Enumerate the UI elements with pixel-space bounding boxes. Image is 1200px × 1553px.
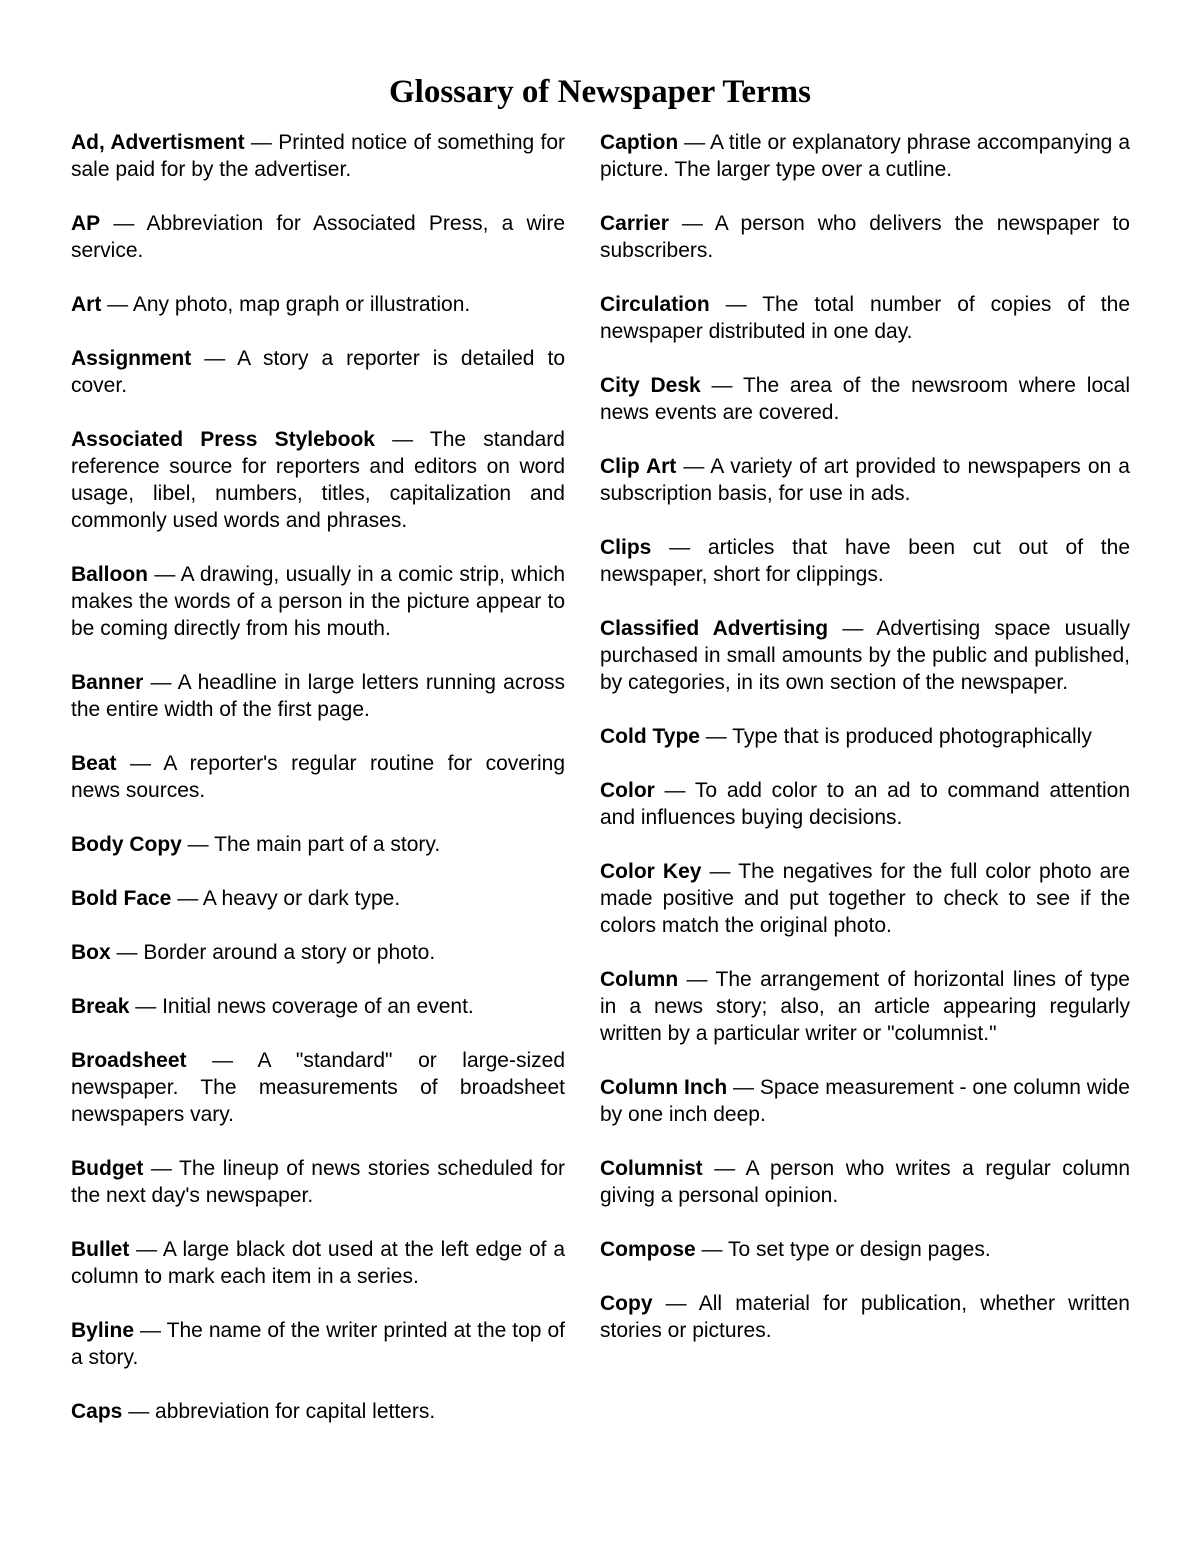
em-dash-separator: — <box>244 131 279 154</box>
glossary-definition: Advertising space usually purchased in small amounts by the public and published, by categories, in its own section of the newspaper. <box>600 617 1130 694</box>
glossary-term: Assignment <box>71 347 192 370</box>
em-dash-separator: — <box>727 1076 760 1099</box>
glossary-definition: The lineup of news stories scheduled for the next day's newspaper. <box>71 1157 565 1207</box>
glossary-term: Ad, Advertisment <box>71 131 245 154</box>
glossary-definition: To add color to an ad to command attention and influences buying decisions. <box>600 779 1131 829</box>
glossary-entry-cold-type <box>600 723 1130 750</box>
glossary-term: Circulation <box>600 293 710 316</box>
em-dash-separator: — <box>676 455 711 478</box>
glossary-definition: Abbreviation for Associated Press, a wire service. <box>71 212 565 262</box>
glossary-definition: The arrangement of horizontal lines of type in a news story; also, an article appearing regularly written by a particular writer or "columnist." <box>600 968 1130 1045</box>
em-dash-separator: — <box>699 725 733 748</box>
em-dash-separator: — <box>129 995 163 1018</box>
glossary-entry-box <box>71 939 565 966</box>
glossary-term: Body Copy <box>71 833 182 856</box>
em-dash-separator: — <box>122 1400 156 1423</box>
glossary-definition: A title or explanatory phrase accompanying a picture. The larger type over a cutline. <box>600 131 1130 181</box>
glossary-definition: A reporter's regular routine for covering news sources. <box>71 752 565 802</box>
em-dash-separator: — <box>181 833 215 856</box>
glossary-definition: The area of the newsroom where local news events are covered. <box>600 374 1130 424</box>
glossary-term: Balloon <box>71 563 148 586</box>
em-dash-separator: — <box>129 1238 163 1261</box>
em-dash-separator: — <box>374 428 430 451</box>
em-dash-separator: — <box>143 671 178 694</box>
glossary-term: Caption <box>600 131 679 154</box>
glossary-entry-ad-advertisment <box>71 129 565 183</box>
glossary-entry-color-key <box>600 858 1130 939</box>
em-dash-separator: — <box>651 536 708 559</box>
glossary-entry-ap <box>71 210 565 264</box>
glossary-entry-associated-press-stylebook <box>71 426 565 534</box>
glossary-definition: The negatives for the full color photo are made positive and put together to check to see if the colors match the original photo. <box>600 860 1131 937</box>
em-dash-separator: — <box>191 347 238 370</box>
glossary-term: Broadsheet <box>71 1049 187 1072</box>
glossary-term: Box <box>71 941 111 964</box>
em-dash-separator: — <box>652 1292 699 1315</box>
glossary-entry-columnist <box>600 1155 1130 1209</box>
glossary-term: Caps <box>71 1400 123 1423</box>
glossary-entry-clip-art <box>600 453 1130 507</box>
glossary-entry-clips <box>600 534 1130 588</box>
em-dash-separator: — <box>110 941 144 964</box>
glossary-entry-byline <box>71 1317 565 1371</box>
glossary-entry-budget <box>71 1155 565 1209</box>
glossary-term: Cold Type <box>600 725 700 748</box>
em-dash-separator: — <box>143 1157 179 1180</box>
glossary-term: Color Key <box>600 860 702 883</box>
left-column <box>71 129 565 1452</box>
glossary-entry-column-inch <box>600 1074 1130 1128</box>
glossary-definition: A "standard" or large-sized newspaper. The measurements of broadsheet newspapers vary. <box>71 1049 566 1126</box>
glossary-definition: The total number of copies of the newspaper distributed in one day. <box>600 293 1130 343</box>
glossary-entry-compose <box>600 1236 1130 1263</box>
glossary-definition: To set type or design pages. <box>727 1238 991 1261</box>
glossary-entry-bold-face <box>71 885 565 912</box>
glossary-term: Color <box>600 779 655 802</box>
glossary-definition: All material for publication, whether written stories or pictures. <box>600 1292 1130 1342</box>
em-dash-separator: — <box>101 293 133 316</box>
em-dash-separator: — <box>701 860 739 883</box>
right-column <box>600 129 1130 1371</box>
glossary-definition: abbreviation for capital letters. <box>155 1400 436 1423</box>
glossary-entry-caps <box>71 1398 565 1425</box>
glossary-entry-color <box>600 777 1130 831</box>
em-dash-separator: — <box>709 293 763 316</box>
glossary-definition: Any photo, map graph or illustration. <box>132 293 471 316</box>
glossary-entry-caption <box>600 129 1130 183</box>
glossary-definition: A drawing, usually in a comic strip, which makes the words of a person in the picture appear to be coming directly from his mouth. <box>71 563 565 640</box>
glossary-entry-column <box>600 966 1130 1047</box>
glossary-definition: A person who delivers the newspaper to subscribers. <box>600 212 1130 262</box>
em-dash-separator: — <box>678 968 716 991</box>
glossary-entry-carrier <box>600 210 1130 264</box>
glossary-definition: Printed notice of something for sale paid for by the advertiser. <box>71 131 566 181</box>
glossary-definition: A person who writes a regular column giving a personal opinion. <box>600 1157 1130 1207</box>
glossary-definition: The name of the writer printed at the top of a story. <box>71 1319 566 1369</box>
glossary-term: Break <box>71 995 130 1018</box>
glossary-term: Clips <box>600 536 652 559</box>
glossary-entry-bullet <box>71 1236 565 1290</box>
glossary-term: Associated Press Stylebook <box>71 428 375 451</box>
em-dash-separator: — <box>700 374 743 397</box>
glossary-definition: Space measurement - one column wide by one inch deep. <box>600 1076 1130 1126</box>
glossary-term: Column Inch <box>600 1076 728 1099</box>
glossary-definition: Type that is produced photographically <box>732 725 1092 748</box>
glossary-entry-city-desk <box>600 372 1130 426</box>
glossary-term: Clip Art <box>600 455 677 478</box>
glossary-definition: The main part of a story. <box>214 833 441 856</box>
em-dash-separator: — <box>171 887 203 910</box>
glossary-entry-circulation <box>600 291 1130 345</box>
glossary-term: Carrier <box>600 212 669 235</box>
glossary-term: AP <box>71 212 101 235</box>
em-dash-separator: — <box>186 1049 258 1072</box>
glossary-definition: A story a reporter is detailed to cover. <box>71 347 566 397</box>
em-dash-separator: — <box>116 752 164 775</box>
em-dash-separator: — <box>678 131 710 154</box>
glossary-term: Byline <box>71 1319 135 1342</box>
glossary-term: Column <box>600 968 679 991</box>
em-dash-separator: — <box>695 1238 728 1261</box>
em-dash-separator: — <box>100 212 147 235</box>
em-dash-separator: — <box>148 563 181 586</box>
glossary-entry-break <box>71 993 565 1020</box>
glossary-definition: Initial news coverage of an event. <box>162 995 474 1018</box>
glossary-entry-copy <box>600 1290 1130 1344</box>
glossary-term: Art <box>71 293 102 316</box>
glossary-entry-banner <box>71 669 565 723</box>
glossary-term: Columnist <box>600 1157 703 1180</box>
glossary-definition: A variety of art provided to newspapers on a subscription basis, for use in ads. <box>600 455 1130 505</box>
glossary-entry-classified-advertising <box>600 615 1130 696</box>
glossary-entry-art <box>71 291 565 318</box>
glossary-term: Bullet <box>71 1238 130 1261</box>
glossary-entry-body-copy <box>71 831 565 858</box>
glossary-definition: The standard reference source for reporters and editors on word usage, libel, numbers, titles, capitalization and commonly used words and phrases. <box>71 428 565 532</box>
glossary-definition: Border around a story or photo. <box>143 941 436 964</box>
em-dash-separator: — <box>668 212 715 235</box>
glossary-definition: articles that have been cut out of the newspaper, short for clippings. <box>600 536 1130 586</box>
glossary-term: Compose <box>600 1238 696 1261</box>
glossary-entry-broadsheet <box>71 1047 565 1128</box>
em-dash-separator: — <box>828 617 877 640</box>
glossary-term: Copy <box>600 1292 653 1315</box>
glossary-term: Bold Face <box>71 887 172 910</box>
em-dash-separator: — <box>702 1157 746 1180</box>
glossary-definition: A large black dot used at the left edge of a column to mark each item in a series. <box>71 1238 565 1288</box>
em-dash-separator: — <box>134 1319 167 1342</box>
em-dash-separator: — <box>654 779 695 802</box>
glossary-term: Beat <box>71 752 117 775</box>
glossary-entry-assignment <box>71 345 565 399</box>
glossary-term: City Desk <box>600 374 701 397</box>
glossary-definition: A headline in large letters running across the entire width of the first page. <box>71 671 565 721</box>
glossary-term: Budget <box>71 1157 144 1180</box>
glossary-definition: A heavy or dark type. <box>202 887 401 910</box>
glossary-entry-beat <box>71 750 565 804</box>
glossary-term: Banner <box>71 671 144 694</box>
page-title: Glossary of Newspaper Terms <box>389 74 811 110</box>
glossary-term: Classified Advertising <box>600 617 829 640</box>
glossary-entry-balloon <box>71 561 565 642</box>
